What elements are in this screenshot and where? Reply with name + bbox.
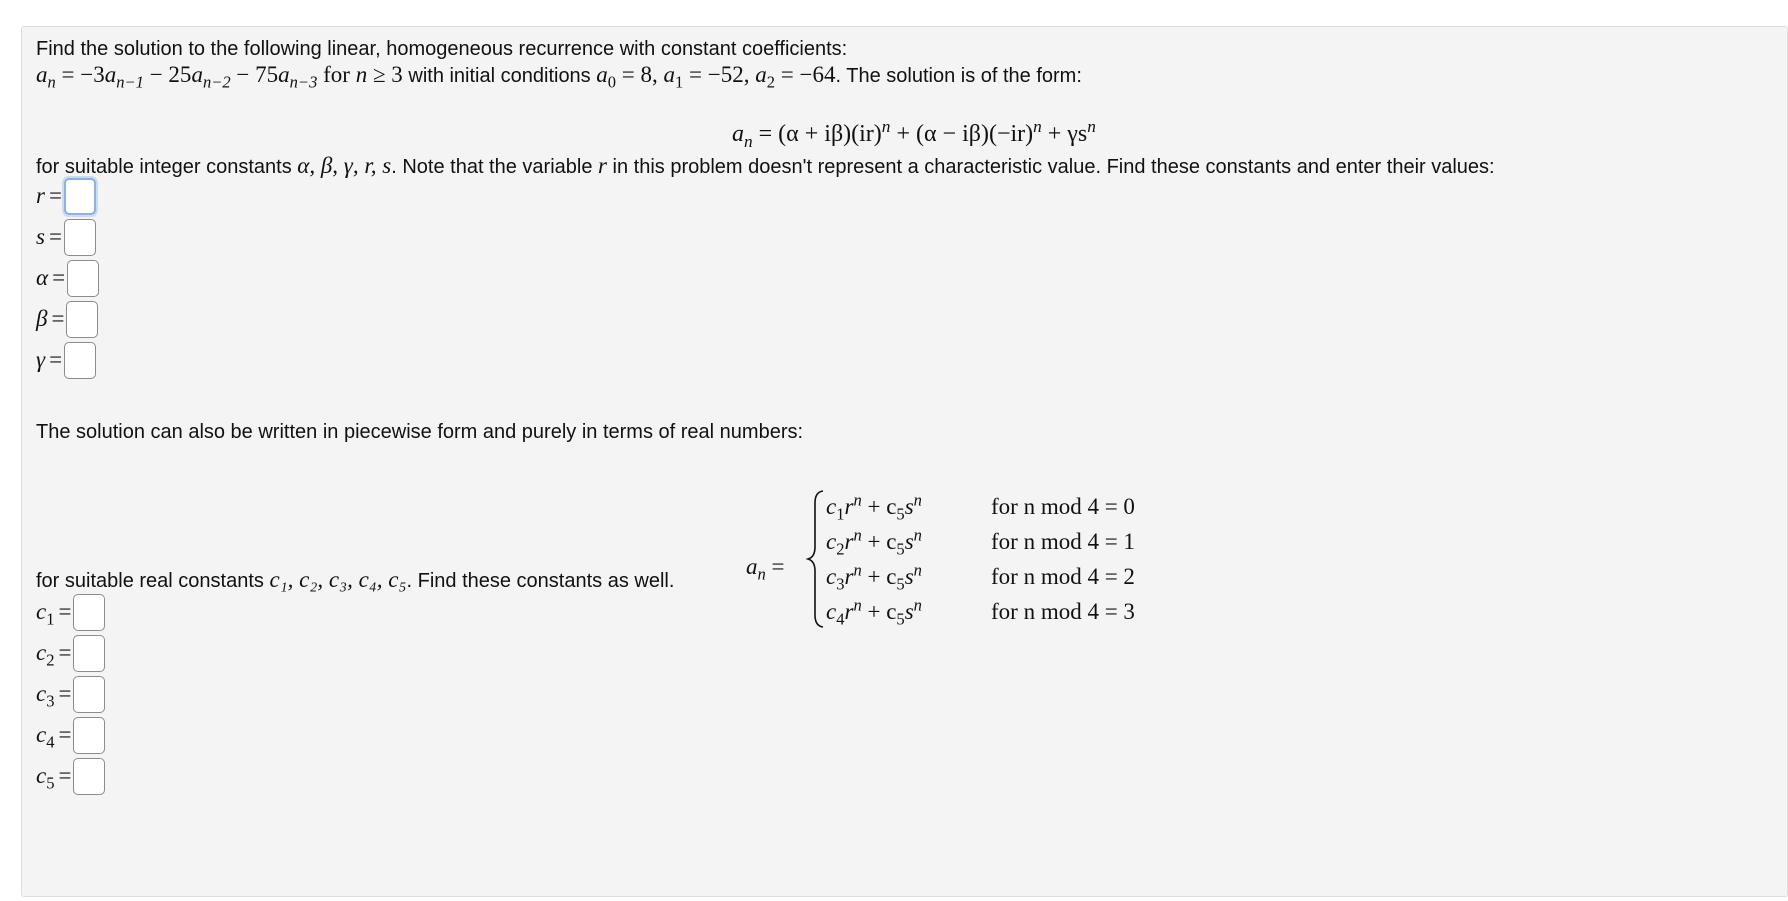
alpha-input[interactable] — [67, 260, 99, 297]
piecewise-row: $c_1r^n + c_5s^n$ for n mod 4 = 0 — [826, 489, 1135, 524]
intro-text: Find the solution to the following linear, homogeneous recurrence with constant coefficients: — [36, 38, 848, 60]
real-constants-instruction: for suitable real constants c₁, c₂, c₃, c₄, c₅. Find these constants as well. — [36, 567, 675, 592]
alpha-label: α = — [36, 265, 66, 290]
r-label: r = — [36, 183, 62, 208]
constants-instruction: for suitable integer constants α, β, γ, r, s. Note that the variable r in this problem doesn't represent a characteristic value. Find these constants and enter their values: — [36, 153, 1495, 178]
gamma-label: γ = — [36, 347, 63, 372]
piecewise-row: $c_4r^n + c_5s^n$ for n mod 4 = 3 — [826, 594, 1135, 629]
form-intro-text: . The solution is of the form: — [835, 65, 1082, 87]
c4-input[interactable] — [73, 717, 105, 754]
problem-card — [21, 26, 1788, 897]
c2-input[interactable] — [73, 635, 105, 672]
c4-field-row — [36, 715, 105, 755]
c5-label: $c_5$ = — [36, 763, 72, 793]
piecewise-condition: for n mod 4 = 1 — [991, 528, 1135, 554]
c2-field-row — [36, 633, 105, 673]
left-brace-icon — [806, 489, 826, 629]
alpha-field-row — [36, 258, 99, 298]
s-input[interactable] — [64, 219, 96, 256]
r-field-row — [36, 176, 96, 216]
piecewise-rows — [826, 489, 1135, 629]
c3-field-row — [36, 674, 105, 714]
piecewise-condition: for n mod 4 = 2 — [991, 563, 1135, 589]
s-label: s = — [36, 224, 62, 249]
recurrence-formula: $a_n = -3a_{n-1} - 25a_{n-2} - 75a_{n-3}$ for n ≥ 3 — [36, 62, 403, 92]
initial-conditions-label: with initial conditions — [402, 65, 597, 87]
piecewise-condition: for n mod 4 = 0 — [991, 493, 1135, 519]
s-field-row — [36, 217, 96, 257]
piecewise-lhs: $a_n$ = — [746, 554, 785, 584]
beta-label: β = — [36, 306, 65, 331]
recurrence-line — [36, 62, 1082, 92]
c4-label: $c_4$ = — [36, 722, 72, 752]
piecewise-row: $c_3r^n + c_5s^n$ for n mod 4 = 2 — [826, 559, 1135, 594]
beta-field-row — [36, 299, 98, 339]
c5-input[interactable] — [73, 758, 105, 795]
piecewise-intro: The solution can also be written in piecewise form and purely in terms of real numbers: — [36, 421, 804, 443]
c1-field-row — [36, 592, 105, 632]
c2-label: $c_2$ = — [36, 640, 72, 670]
c3-label: $c_3$ = — [36, 681, 72, 711]
c1-label: $c_1$ = — [36, 599, 72, 629]
c3-input[interactable] — [73, 676, 105, 713]
gamma-input[interactable] — [64, 342, 96, 379]
initial-conditions: $a_0 = 8$, $a_1 = -52$, $a_2 = -64$ — [596, 62, 836, 92]
c1-input[interactable] — [73, 594, 105, 631]
gamma-field-row — [36, 340, 96, 380]
beta-input[interactable] — [66, 301, 98, 338]
piecewise-condition: for n mod 4 = 3 — [991, 598, 1135, 624]
c5-field-row — [36, 756, 105, 796]
piecewise-row: $c_2r^n + c_5s^n$ for n mod 4 = 1 — [826, 524, 1135, 559]
solution-form-equation: $a_n = (\alpha + i\beta)(ir)^n + (\alpha - i\beta)(-ir)^n + \gamma s^n$ — [732, 117, 1096, 151]
r-input[interactable] — [64, 178, 96, 215]
